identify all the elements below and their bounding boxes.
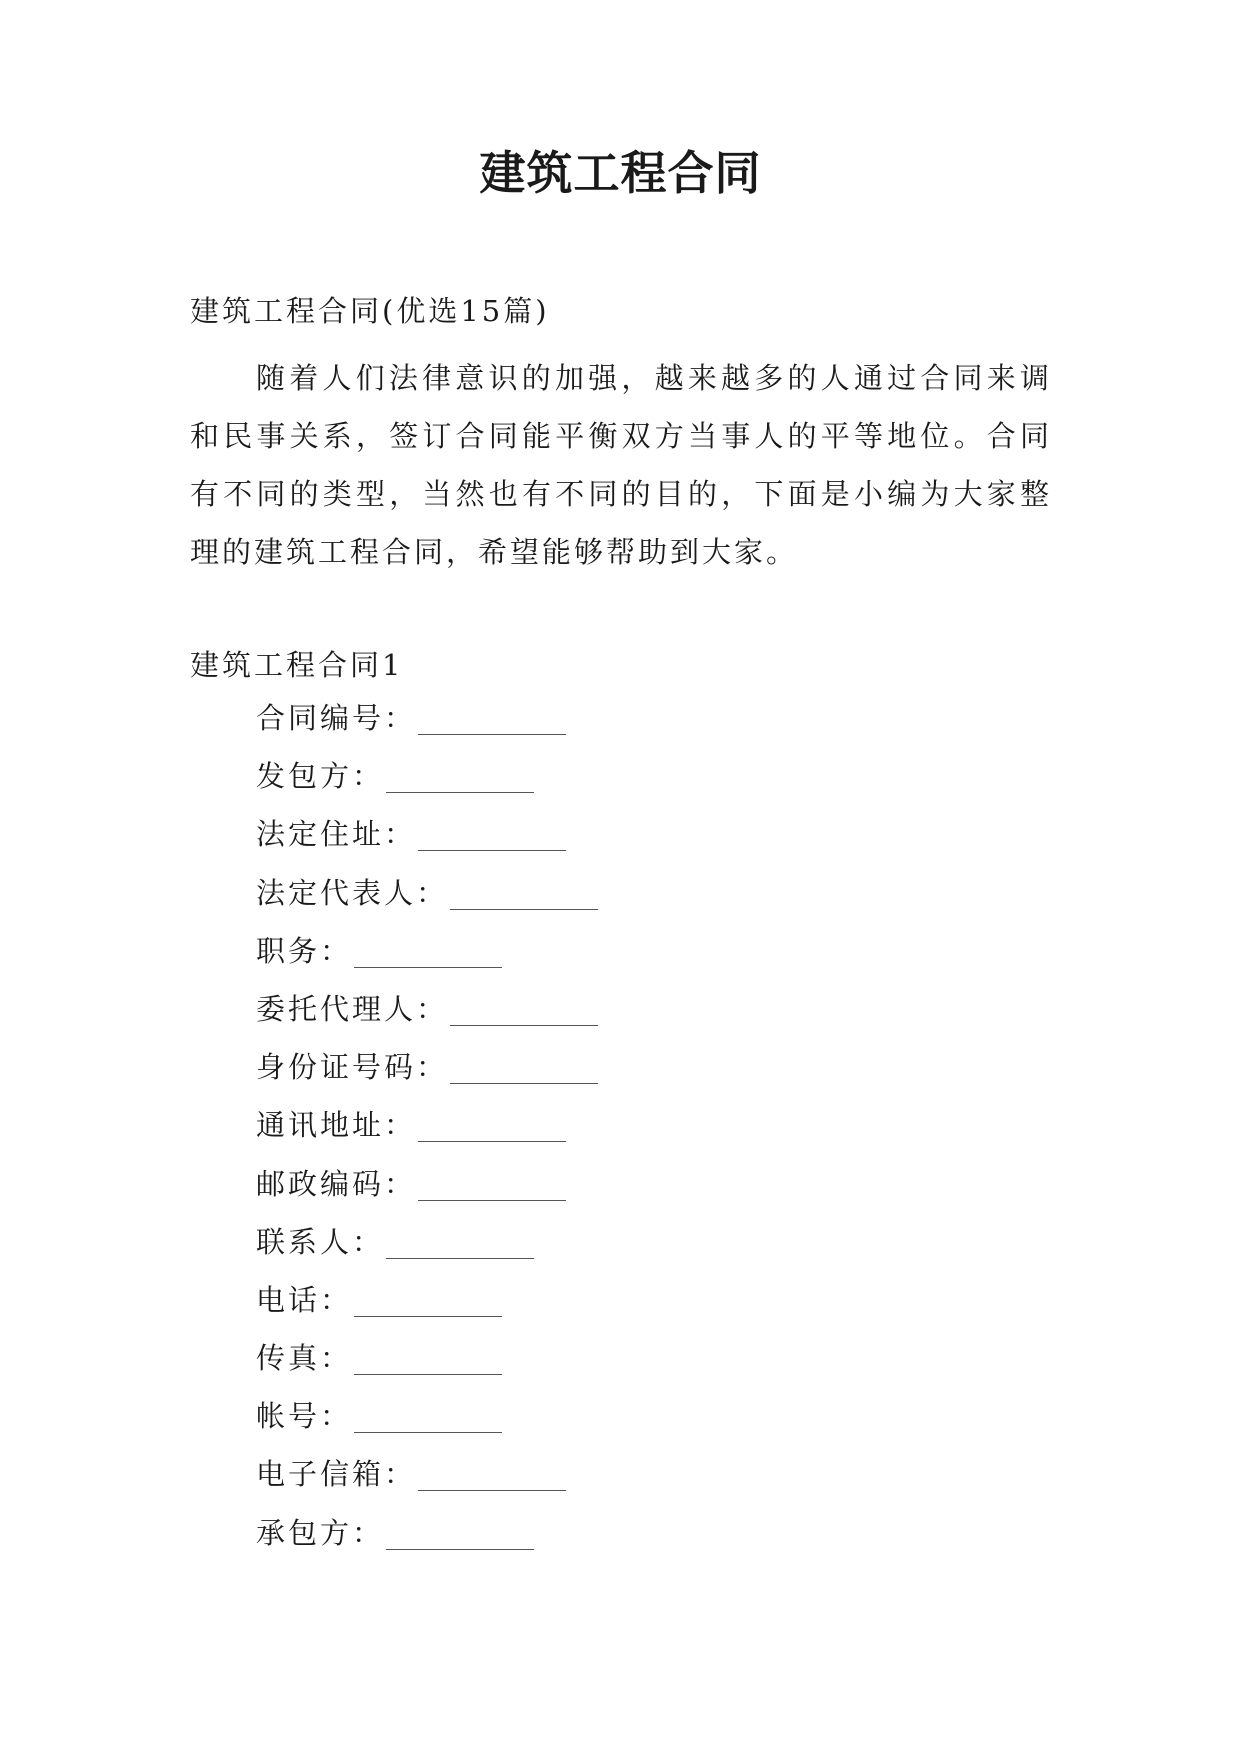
fill-in-blank	[450, 995, 598, 1026]
field-label: 法定代表人：	[256, 875, 449, 910]
field-contractor	[256, 1515, 598, 1577]
field-label: 传真：	[256, 1341, 353, 1376]
field-label: 合同编号：	[256, 701, 417, 735]
field-label: 职务：	[256, 933, 353, 968]
field-authorized-agent	[256, 991, 598, 1053]
field-postal-code	[256, 1166, 598, 1228]
field-contact-person	[256, 1224, 598, 1286]
field-fax	[256, 1341, 598, 1402]
fill-in-blank	[386, 1519, 534, 1550]
field-position	[256, 933, 598, 995]
field-id-number	[256, 1050, 598, 1111]
fill-in-blank	[354, 1286, 502, 1317]
fill-in-blank	[386, 762, 534, 793]
field-account	[256, 1399, 598, 1460]
fill-in-blank	[386, 1228, 534, 1259]
field-label: 承包方：	[256, 1515, 385, 1550]
document-title: 建筑工程合同	[479, 146, 762, 200]
document-subtitle: 建筑工程合同(优选15篇)	[190, 294, 550, 328]
field-label: 通讯地址：	[256, 1108, 417, 1143]
fill-in-blank	[354, 937, 502, 968]
field-employer	[256, 759, 598, 820]
field-label: 身份证号码：	[256, 1050, 449, 1085]
fill-in-blank	[418, 820, 566, 851]
section-heading: 建筑工程合同1	[190, 648, 404, 682]
field-label: 电话：	[256, 1282, 353, 1317]
field-legal-address	[256, 817, 598, 878]
field-contract-number	[256, 701, 598, 762]
field-phone	[256, 1282, 598, 1344]
fill-in-blank	[418, 1111, 566, 1142]
field-label: 发包方：	[256, 759, 385, 794]
field-mailing-address	[256, 1108, 598, 1169]
fill-in-blank	[450, 1053, 598, 1084]
fill-in-blank	[418, 1170, 566, 1201]
fill-in-blank	[450, 879, 598, 910]
field-legal-representative	[256, 875, 598, 937]
contract-fields	[256, 701, 598, 1577]
field-email	[256, 1457, 598, 1518]
field-label: 委托代理人：	[256, 991, 449, 1026]
fill-in-blank	[418, 704, 566, 735]
field-label: 电子信箱：	[256, 1457, 417, 1492]
field-label: 帐号：	[256, 1399, 353, 1434]
fill-in-blank	[418, 1460, 566, 1491]
field-label: 法定住址：	[256, 817, 417, 852]
fill-in-blank	[354, 1402, 502, 1433]
field-label: 邮政编码：	[256, 1166, 417, 1201]
field-label: 联系人：	[256, 1224, 385, 1259]
fill-in-blank	[354, 1344, 502, 1375]
intro-paragraph: 随着人们法律意识的加强，越来越多的人通过合同来调和民事关系，签订合同能平衡双方当事人的平等地位。合同有不同的类型，当然也有不同的目的，下面是小编为大家整理的建筑工程合同，希望能够帮助到大家。	[190, 361, 1052, 569]
